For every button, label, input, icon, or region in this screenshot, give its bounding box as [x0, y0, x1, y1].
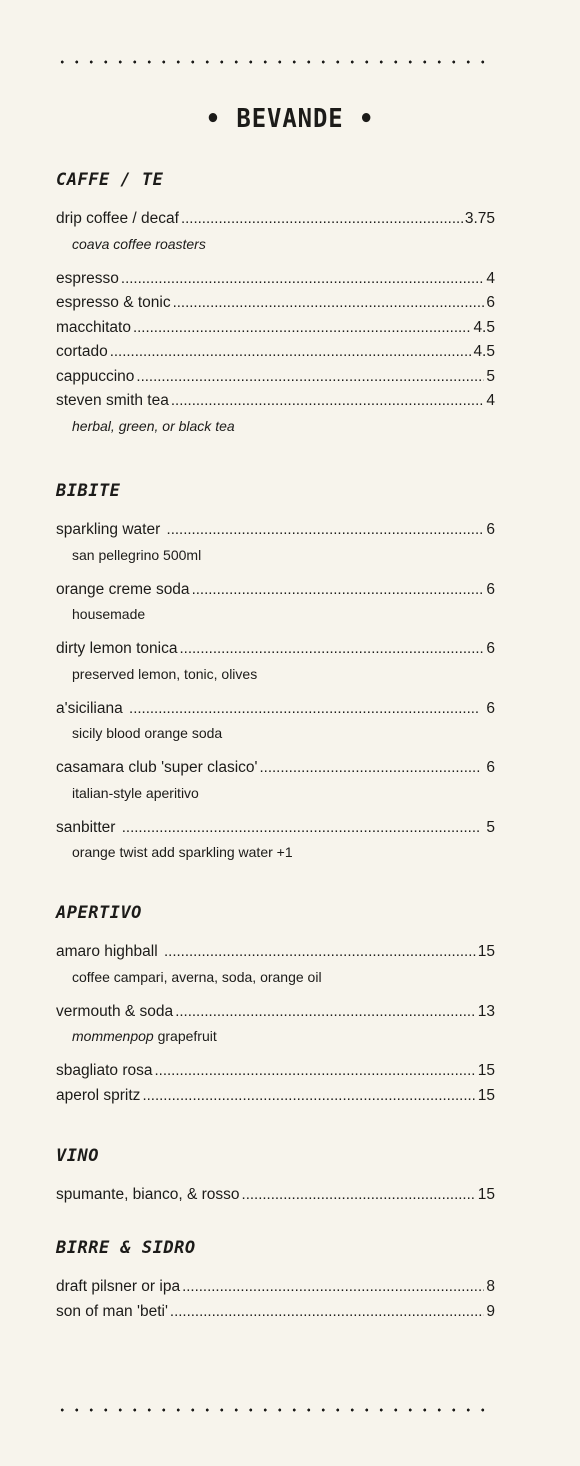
item-price: 6 — [482, 699, 495, 717]
dot-leader — [173, 291, 485, 316]
item-description — [56, 1024, 495, 1048]
item-name: cortado — [56, 343, 108, 360]
menu-item — [56, 1059, 495, 1084]
menu-item-row — [56, 1059, 495, 1084]
dot-leader — [192, 578, 485, 603]
item-price: 15 — [477, 1186, 495, 1203]
item-name: a'siciliana — [56, 699, 128, 717]
item-name: casamara club 'super clasico' — [56, 759, 258, 776]
item-price: 4 — [486, 392, 495, 409]
item-spacer — [56, 989, 495, 1000]
menu-item — [56, 365, 495, 390]
item-description-italic: mommenpop — [72, 1028, 154, 1044]
item-price: 4 — [486, 269, 495, 287]
item-name: sanbitter — [56, 818, 120, 836]
item-spacer — [56, 567, 495, 578]
dot-leader — [136, 365, 484, 390]
item-name: espresso & tonic — [56, 294, 171, 311]
menu-item-row — [56, 1084, 495, 1109]
item-name: son of man 'beti' — [56, 1302, 168, 1320]
dot-leader — [121, 267, 484, 292]
menu-item — [56, 1000, 495, 1060]
menu-item-row — [56, 637, 495, 662]
menu-title: • BEVANDE • — [205, 104, 375, 134]
dot-leader — [175, 1000, 476, 1025]
item-spacer — [56, 745, 495, 756]
menu-item-row — [56, 1000, 495, 1025]
item-name: aperol spritz — [56, 1086, 141, 1104]
dot-leader — [110, 340, 472, 365]
item-description: orange twist add sparkling water +1 — [72, 844, 293, 860]
item-price: 13 — [477, 1002, 495, 1020]
section-birre-sidro — [56, 1236, 495, 1324]
menu-item — [56, 389, 495, 438]
menu-item — [56, 340, 495, 365]
menu-item — [56, 267, 495, 292]
menu-item-row — [56, 697, 495, 722]
dot-leader — [182, 1275, 484, 1300]
item-spacer — [56, 256, 495, 267]
dot-leader — [171, 389, 485, 414]
menu-item — [56, 1300, 495, 1325]
menu-item-row — [56, 940, 495, 965]
item-name: amaro highball — [56, 943, 162, 960]
section-vino — [56, 1144, 495, 1208]
item-price: 3.75 — [464, 210, 495, 227]
menu-item-row — [56, 389, 495, 414]
item-description: herbal, green, or black tea — [72, 417, 235, 434]
menu-items — [56, 1275, 495, 1324]
menu-item-row — [56, 316, 495, 341]
menu-item — [56, 756, 495, 816]
menu-items — [56, 518, 495, 864]
dot-leader — [129, 697, 480, 722]
menu-item — [56, 1183, 495, 1208]
item-price: 6 — [486, 580, 495, 598]
item-description: sicily blood orange soda — [72, 725, 223, 741]
section-apertivo — [56, 901, 495, 1108]
menu-item — [56, 637, 495, 697]
item-price: 6 — [486, 521, 495, 538]
menu-item-row — [56, 1183, 495, 1208]
item-spacer — [56, 686, 495, 697]
item-spacer — [56, 626, 495, 637]
section-bibite — [56, 479, 495, 864]
menu-items — [56, 1183, 495, 1208]
item-description: preserved lemon, tonic, olives — [72, 665, 258, 682]
menu-item — [56, 697, 495, 757]
item-name: draft pilsner or ipa — [56, 1278, 181, 1295]
item-description: san pellegrino 500ml — [72, 546, 202, 563]
item-description-rest: grapefruit — [153, 1028, 217, 1044]
section-caffe-te — [56, 168, 495, 438]
dot-leader — [167, 518, 485, 543]
item-name: cappuccino — [56, 367, 135, 385]
item-price: 4.5 — [473, 343, 495, 360]
menu-item — [56, 316, 495, 341]
dot-leader — [179, 637, 484, 662]
section-title: VINO — [56, 1146, 99, 1166]
section-title: CAFFE / TE — [56, 170, 164, 190]
menu-item-row — [56, 518, 495, 543]
menu-item-row — [56, 756, 495, 781]
menu-item — [56, 1275, 495, 1300]
item-name: vermouth & soda — [56, 1002, 174, 1020]
item-name: espresso — [56, 269, 119, 287]
item-description: coava coffee roasters — [72, 235, 206, 252]
menu-item-row — [56, 267, 495, 292]
item-spacer — [56, 805, 495, 816]
item-price: 9 — [486, 1302, 495, 1320]
dot-leader — [142, 1084, 475, 1109]
menu-item-row — [56, 207, 495, 232]
dot-leader — [164, 940, 476, 965]
dot-leader — [259, 756, 480, 781]
item-price: 8 — [486, 1278, 495, 1295]
item-price: 6 — [482, 759, 495, 776]
dot-leader — [133, 316, 471, 341]
item-price: 6 — [486, 294, 495, 311]
dot-leader — [170, 1300, 484, 1325]
item-name: orange creme soda — [56, 580, 190, 598]
menu-item — [56, 578, 495, 638]
menu-item-row — [56, 340, 495, 365]
item-name: drip coffee / decaf — [56, 210, 179, 227]
item-name: steven smith tea — [56, 392, 169, 409]
item-price: 15 — [477, 1086, 495, 1104]
section-title: BIBITE — [56, 481, 121, 501]
menu-item — [56, 940, 495, 1000]
menu-item — [56, 1084, 495, 1109]
section-title: APERTIVO — [56, 903, 142, 923]
item-name: macchitato — [56, 318, 131, 336]
item-description: italian-style aperitivo — [72, 784, 199, 801]
item-price: 15 — [477, 1062, 495, 1079]
bottom-dotted-divider — [55, 1407, 495, 1413]
menu-item — [56, 291, 495, 316]
menu-items — [56, 940, 495, 1108]
item-description: coffee campari, averna, soda, orange oil — [72, 968, 322, 985]
top-dotted-divider — [55, 59, 495, 65]
menu-item-row — [56, 291, 495, 316]
dot-leader — [155, 1059, 476, 1084]
item-name: sbagliato rosa — [56, 1062, 153, 1079]
dot-leader — [242, 1183, 476, 1208]
menu-item-row — [56, 816, 495, 841]
dot-leader — [122, 816, 480, 841]
menu-item — [56, 816, 495, 865]
item-name: dirty lemon tonica — [56, 640, 178, 657]
item-name: sparkling water — [56, 521, 165, 538]
item-name: spumante, bianco, & rosso — [56, 1186, 240, 1203]
item-spacer — [56, 1048, 495, 1059]
dot-leader — [181, 207, 463, 232]
item-description: housemade — [72, 606, 146, 622]
section-title: BIRRE & SIDRO — [56, 1238, 196, 1258]
menu-item-row — [56, 1275, 495, 1300]
item-price: 6 — [486, 640, 495, 657]
menu-item-row — [56, 365, 495, 390]
menu-item-row — [56, 578, 495, 603]
menu-items — [56, 207, 495, 438]
menu-item — [56, 207, 495, 267]
item-price: 15 — [477, 943, 495, 960]
item-price: 4.5 — [473, 318, 495, 336]
item-price: 5 — [486, 367, 495, 385]
menu-item-row — [56, 1300, 495, 1325]
item-price: 5 — [482, 818, 495, 836]
menu-item — [56, 518, 495, 578]
